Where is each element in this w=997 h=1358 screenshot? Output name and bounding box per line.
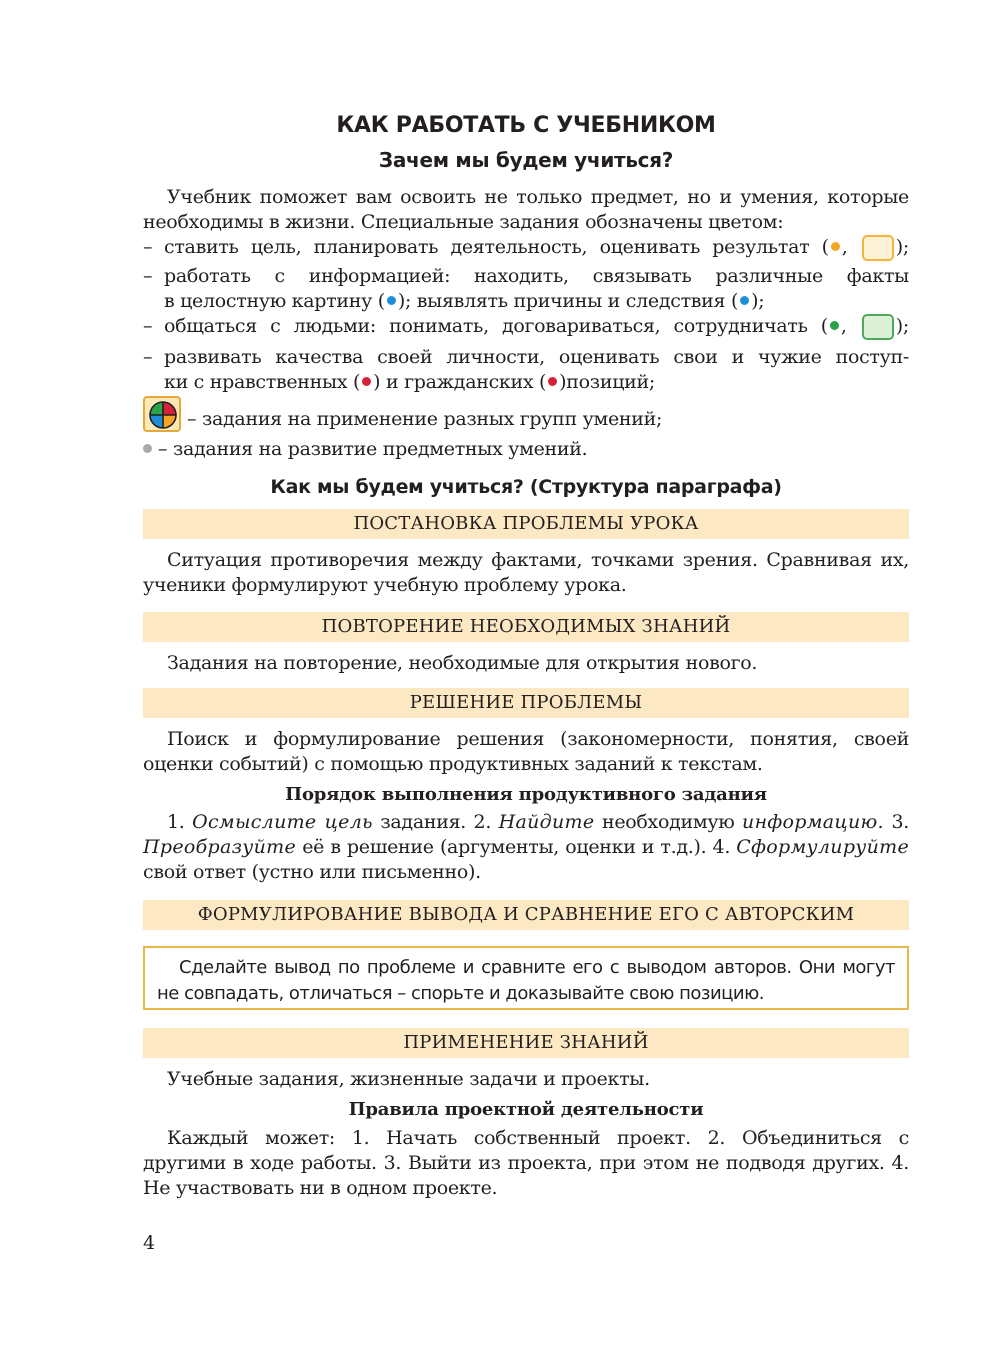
legend-mixed: – задания на применение разных групп умений; bbox=[187, 408, 663, 430]
skill-info-continued: в целостную картину ( ); выявлять причины и следствия ( ); bbox=[164, 290, 765, 312]
green-square-icon bbox=[862, 314, 894, 340]
repeat-text: Задания на повторение, необходимые для открытия нового. bbox=[167, 652, 758, 674]
apply-text: Учебные задания, жизненные задачи и проекты. bbox=[167, 1068, 650, 1090]
band-solution: РЕШЕНИЕ ПРОБЛЕМЫ bbox=[143, 688, 909, 718]
band-repeat: ПОВТОРЕНИЕ НЕОБХОДИМЫХ ЗНАНИЙ bbox=[143, 612, 909, 642]
order-text: 1. Осмыслите цель задания. 2. Найдите необходимую информацию. 3. Преобразуйте её в решение (аргументы, оценки и т.д.). 4. Сформулируйте свой ответ (устно или письменно). bbox=[143, 811, 909, 883]
project-title: Правила проектной деятельности bbox=[348, 1099, 704, 1120]
list-dash: – bbox=[143, 265, 153, 287]
problem-text: Ситуация противоречия между фактами, точками зрения. Сравнивая их, ученики формулируют учебную проблему урока. bbox=[143, 549, 909, 596]
list-dash: – bbox=[143, 315, 153, 337]
skill-personal-continued: ки с нравственных ( ) и гражданских ( )позиций; bbox=[164, 371, 655, 393]
grey-dot-icon bbox=[143, 444, 152, 453]
section-title-how: Как мы будем учиться? (Структура параграфа) bbox=[270, 476, 782, 498]
band-apply: ПРИМЕНЕНИЕ ЗНАНИЙ bbox=[143, 1028, 909, 1058]
red-dot-icon bbox=[548, 377, 557, 386]
project-text: Каждый может: 1. Начать собственный проект. 2. Объединиться с другими в ходе работы. 3. Выйти из проекта, при этом не подводя других. 4. Не участвовать ни в одном проекте. bbox=[143, 1127, 909, 1199]
band-problem: ПОСТАНОВКА ПРОБЛЕМЫ УРОКА bbox=[143, 509, 909, 539]
intro-paragraph: Учебник поможет вам освоить не только предмет, но и умения, которые необходимы в жизни. Специальные задания обозначены цветом: bbox=[143, 186, 909, 233]
order-title: Порядок выполнения продуктивного задания bbox=[285, 784, 767, 805]
page-title: КАК РАБОТАТЬ С УЧЕБНИКОМ bbox=[336, 113, 716, 138]
band-conclusion: ФОРМУЛИРОВАНИЕ ВЫВОДА И СРАВНЕНИЕ ЕГО С АВТОРСКИМ bbox=[143, 900, 909, 930]
list-dash: – bbox=[143, 346, 153, 368]
multicolor-circle-icon bbox=[143, 396, 181, 432]
skill-personal: – развивать качества своей личности, оценивать свои и чужие поступ- bbox=[143, 346, 909, 368]
skill-info: – работать с информацией: находить, связывать различные факты bbox=[143, 265, 909, 287]
skill-goal: – ставить цель, планировать деятельность, оценивать результат ( , ); bbox=[143, 235, 909, 261]
page-number: 4 bbox=[143, 1232, 156, 1254]
solution-text: Поиск и формулирование решения (закономерности, понятия, своей оценки событий) с помощью продуктивных заданий к текстам. bbox=[143, 728, 909, 775]
skill-communication: – общаться с людьми: понимать, договариваться, сотрудничать ( , ); bbox=[143, 314, 909, 340]
conclusion-box: Сделайте вывод по проблеме и сравните его с выводом авторов. Они могут не совпадать, отличаться – спорьте и доказывайте свою позицию. bbox=[143, 946, 909, 1010]
green-dot-icon bbox=[830, 321, 839, 330]
orange-square-icon bbox=[862, 235, 894, 261]
legend-subject: – задания на развитие предметных умений. bbox=[143, 437, 909, 462]
list-dash: – bbox=[143, 236, 153, 258]
orange-dot-icon bbox=[831, 242, 840, 251]
blue-dot-icon bbox=[740, 296, 749, 305]
red-dot-icon bbox=[362, 377, 371, 386]
section-title-why: Зачем мы будем учиться? bbox=[378, 148, 674, 172]
blue-dot-icon bbox=[387, 296, 396, 305]
